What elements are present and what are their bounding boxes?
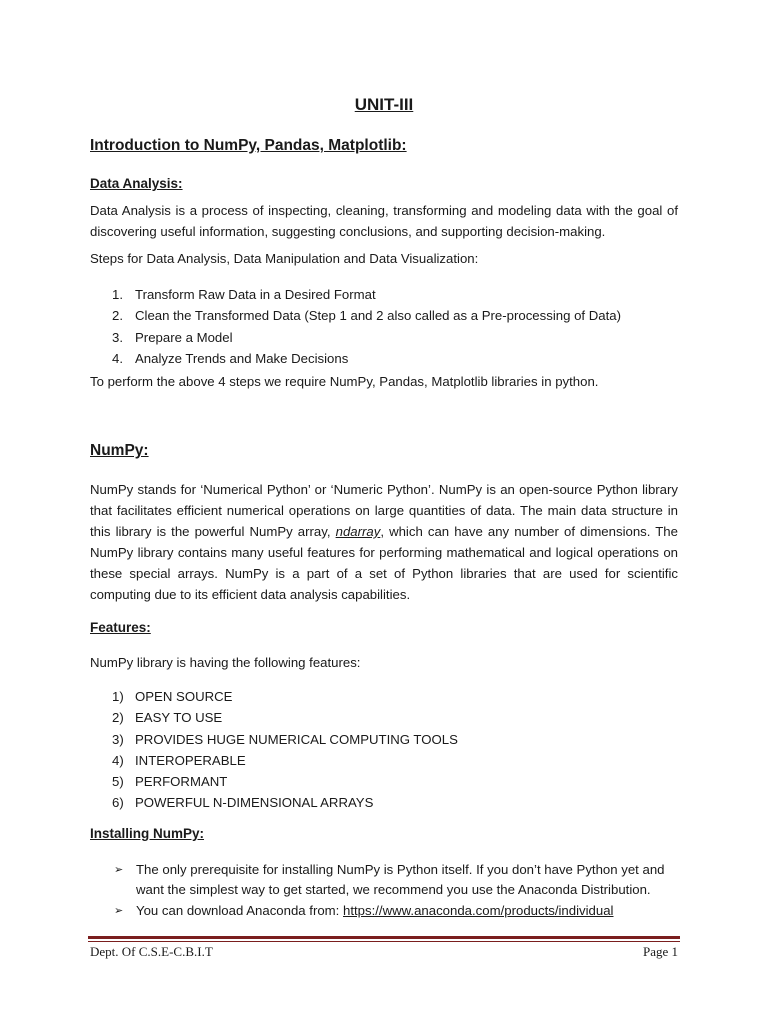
list-item [112,729,458,750]
feature-number: 4) [112,752,124,768]
numpy-paragraph [90,479,678,605]
list-item [112,707,458,728]
features-heading: Features: [90,620,151,635]
steps-list [112,284,621,369]
unit-title: UNIT-III [354,95,414,114]
anaconda-link[interactable]: https://www.anaconda.com/products/individual [343,903,614,918]
features-list [112,686,458,814]
step-number: 1. [112,287,123,302]
feature-number: 3) [112,731,124,747]
feature-text: POWERFUL N-DIMENSIONAL ARRAYS [135,795,374,811]
feature-text: INTEROPERABLE [135,752,246,768]
list-item [112,327,621,348]
footer-department: Dept. Of C.S.E-C.B.I.T [90,944,213,959]
arrow-bullet-icon: ➢ [114,905,124,917]
list-item [112,284,621,305]
data-analysis-heading: Data Analysis: [90,176,183,191]
install-bullet-prefix: You can download Anaconda from: [136,903,343,918]
step-text: Analyze Trends and Make Decisions [135,350,349,366]
step-number: 3. [112,329,123,345]
list-item [114,860,680,900]
step-text: Clean the Transformed Data (Step 1 and 2 also called as a Pre-processing of Data) [135,308,621,324]
footer-page-number: Page 1 [642,944,678,959]
feature-text: PROVIDES HUGE NUMERICAL COMPUTING TOOLS [135,731,458,747]
feature-text: PERFORMANT [135,774,228,790]
step-number: 4. [112,350,123,366]
step-text: Transform Raw Data in a Desired Format [135,287,376,302]
step-number: 2. [112,308,123,324]
feature-number: 1) [112,689,124,704]
data-analysis-paragraph: Data Analysis is a process of inspecting, cleaning, transforming and modeling data with the goal of discovering useful information, suggesting conclusions, and supporting decision-making. [90,203,678,239]
feature-number: 2) [112,710,124,726]
installing-heading: Installing NumPy: [90,826,205,841]
features-intro: NumPy library is having the following features: [90,655,361,670]
installing-bullets [114,860,680,922]
feature-number: 5) [112,774,124,790]
intro-heading: Introduction to NumPy, Pandas, Matplotlib: [90,137,407,154]
list-item [112,305,621,326]
list-item [112,750,458,771]
numpy-para-before: NumPy stands for ‘Numerical Python’ or ‘Numeric Python’. NumPy is an open-source Python library that facilitates efficient numerical operations on large quantities of data. The main data structure in this library is the powerful NumPy array, [90,482,678,539]
list-item [112,792,458,813]
list-item [114,901,680,921]
numpy-heading: NumPy: [90,442,149,459]
steps-intro: Steps for Data Analysis, Data Manipulation and Data Visualization: [90,251,479,266]
arrow-bullet-icon: ➢ [114,864,124,876]
numpy-para-after: , which can have any number of dimensions. The NumPy library contains many useful features for performing mathematical and logical operations on these special arrays. NumPy is a part of a set of Python libraries that are used for scientific computing due to its efficient data analysis capabilities. [90,524,678,602]
feature-text: EASY TO USE [135,710,223,726]
footer-divider [88,936,680,939]
ndarray-term: ndarray [335,524,381,539]
footer-divider-thin [88,941,680,942]
feature-text: OPEN SOURCE [135,689,233,704]
list-item [112,771,458,792]
install-bullet-text: The only prerequisite for installing NumPy is Python itself. If you don’t have Python yet and want the simplest way to get started, we recommend you use the Anaconda Distribution. [136,862,665,897]
list-item [112,348,621,369]
list-item [112,686,458,707]
steps-outro: To perform the above 4 steps we require NumPy, Pandas, Matplotlib libraries in python. [90,374,599,389]
feature-number: 6) [112,795,124,811]
step-text: Prepare a Model [135,329,233,345]
